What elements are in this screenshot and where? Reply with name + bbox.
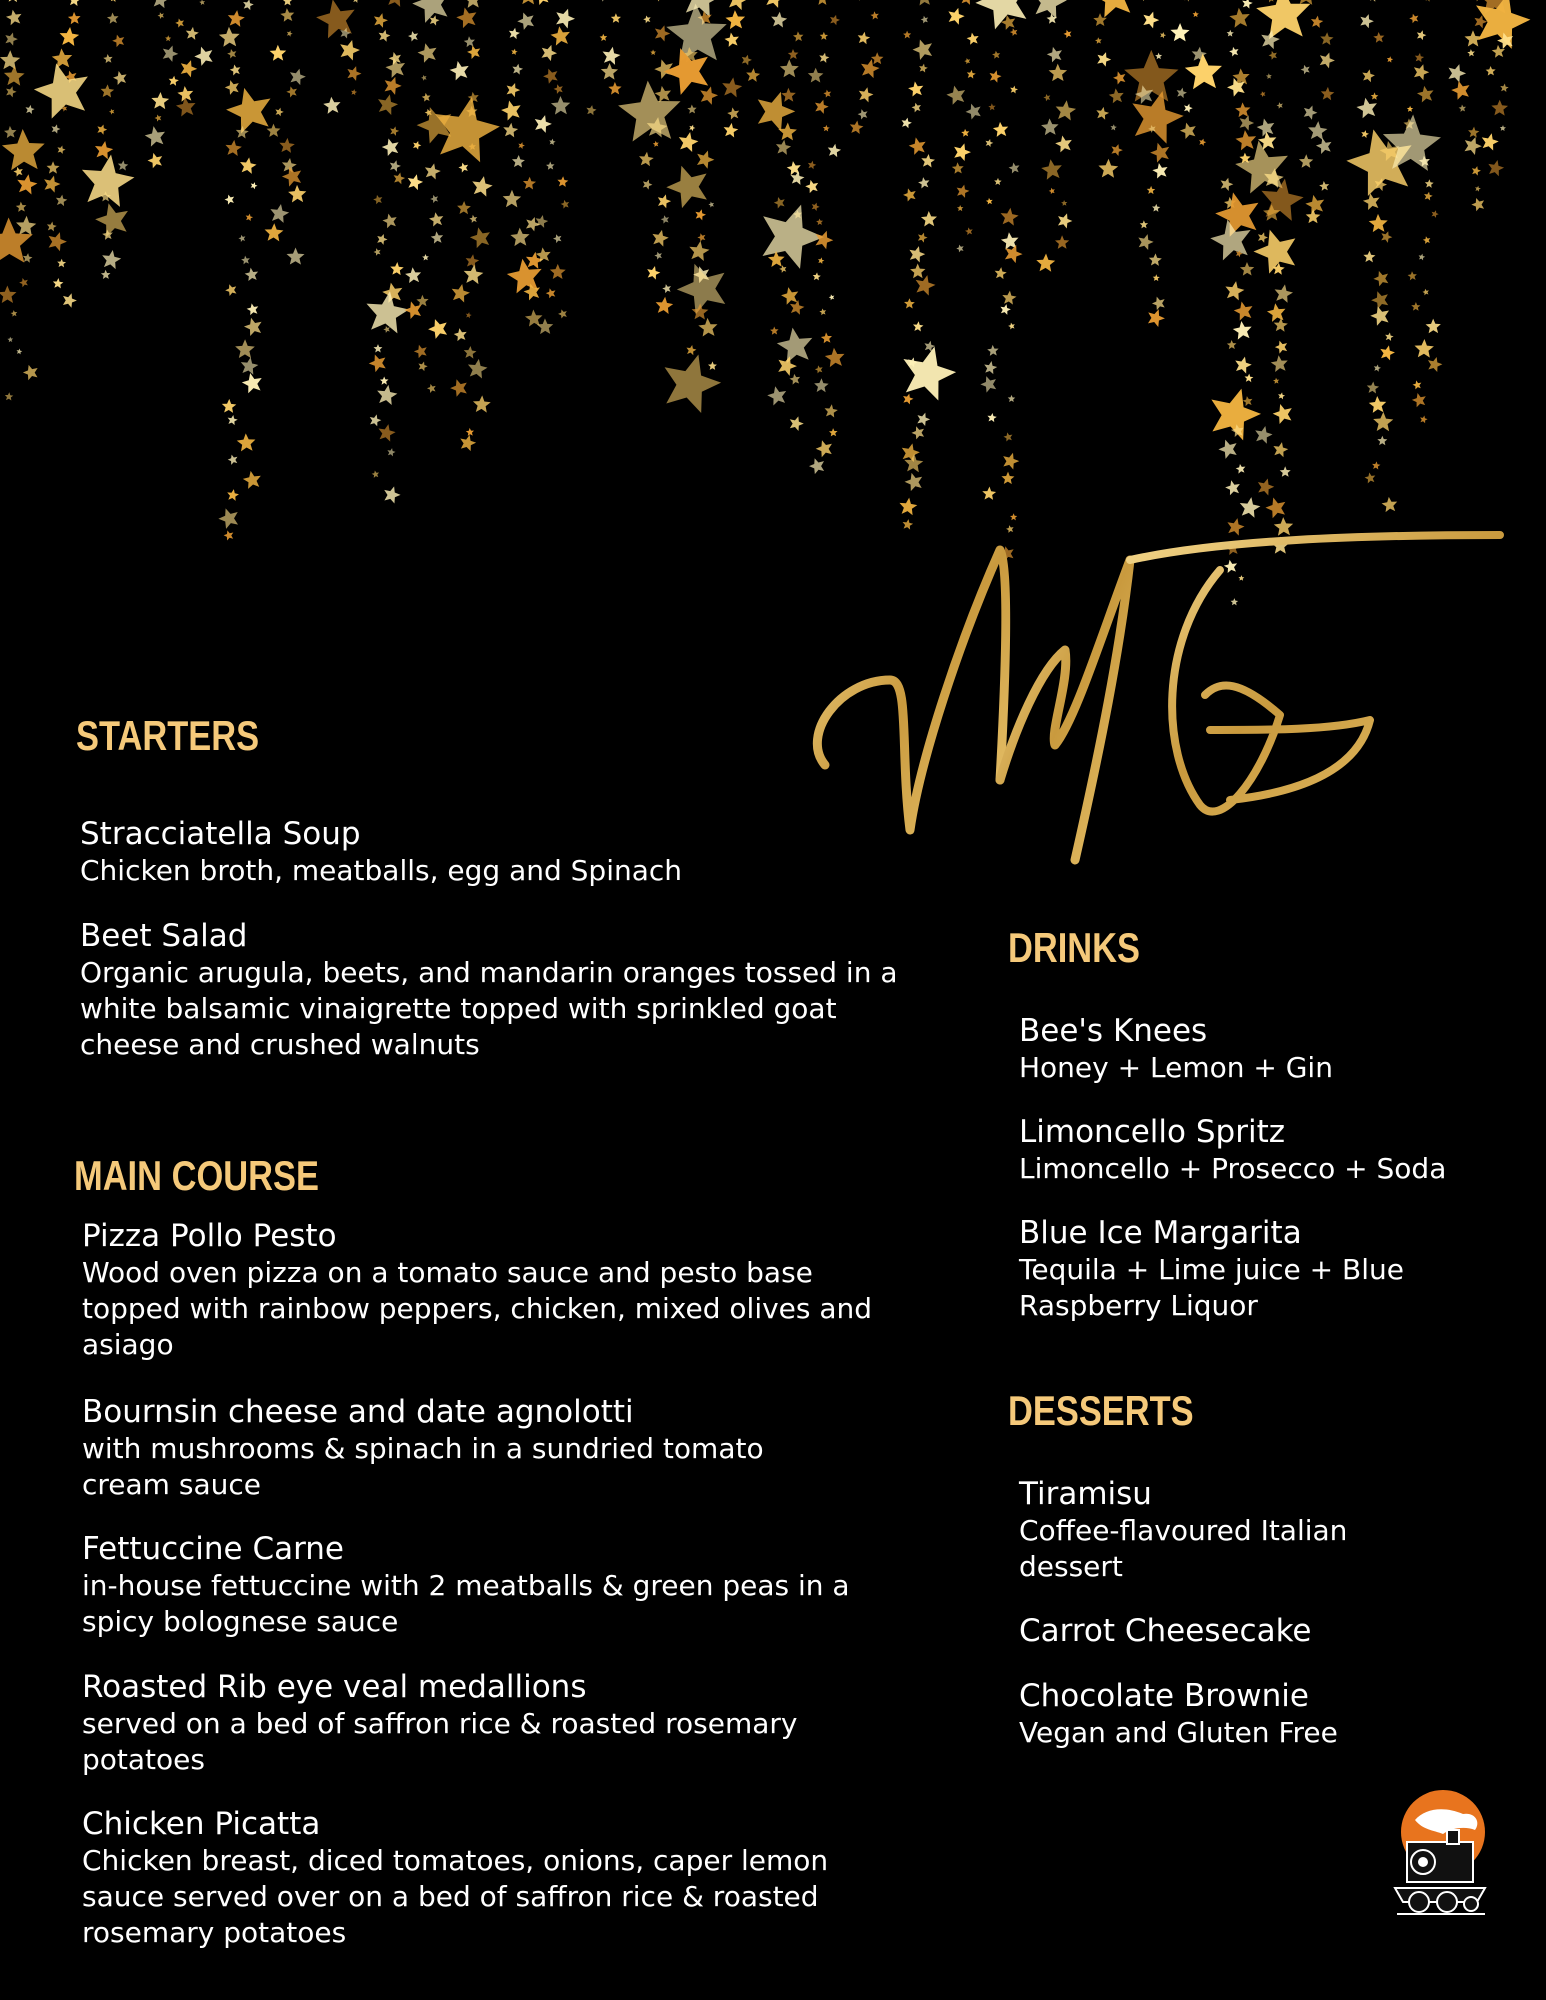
- item-description: served on a bed of saffron rice & roasted rosemary potatoes: [82, 1707, 798, 1776]
- menu-item: [82, 1806, 902, 1951]
- train-logo-icon: [1385, 1790, 1495, 1920]
- desserts-heading: DESSERTS: [1008, 1387, 1194, 1434]
- item-description: Honey + Lemon + Gin: [1019, 1051, 1333, 1084]
- item-name: Limoncello Spritz: [1019, 1114, 1285, 1150]
- menu-item: [80, 816, 682, 889]
- item-name: Pizza Pollo Pesto: [82, 1218, 337, 1254]
- item-name: Bournsin cheese and date agnolotti: [82, 1394, 634, 1430]
- item-description: Coffee-flavoured Italian dessert: [1019, 1514, 1348, 1583]
- item-name: Blue Ice Margarita: [1019, 1215, 1302, 1251]
- item-name: Chocolate Brownie: [1019, 1678, 1309, 1714]
- item-name: Beet Salad: [80, 918, 248, 954]
- item-description: Wood oven pizza on a tomato sauce and pesto base topped with rainbow peppers, chicken, mixed olives and asiago: [82, 1256, 873, 1361]
- menu-item: [82, 1531, 912, 1640]
- item-description: Chicken breast, diced tomatoes, onions, caper lemon sauce served over on a bed of saffron rice & roasted rosemary potatoes: [82, 1844, 829, 1949]
- menu-item: [80, 918, 900, 1063]
- menu-item: [82, 1394, 842, 1503]
- item-description: Vegan and Gluten Free: [1019, 1716, 1338, 1749]
- item-name: Roasted Rib eye veal medallions: [82, 1669, 587, 1705]
- item-description: Limoncello + Prosecco + Soda: [1019, 1152, 1447, 1185]
- item-name: Carrot Cheesecake: [1019, 1613, 1312, 1649]
- main-course-heading: MAIN COURSE: [74, 1152, 319, 1199]
- nye-script-title: [800, 530, 1546, 890]
- menu-item: [1019, 1476, 1439, 1585]
- menu-item: [1019, 1678, 1479, 1751]
- starters-heading: STARTERS: [76, 712, 260, 759]
- drinks-heading: DRINKS: [1008, 924, 1141, 971]
- item-description: in-house fettuccine with 2 meatballs & green peas in a spicy bolognese sauce: [82, 1569, 850, 1638]
- item-name: Fettuccine Carne: [82, 1531, 345, 1567]
- item-name: Chicken Picatta: [82, 1806, 321, 1842]
- item-name: Bee's Knees: [1019, 1013, 1208, 1049]
- menu-item: [82, 1218, 882, 1363]
- item-name: Tiramisu: [1019, 1476, 1152, 1512]
- menu-item: [1019, 1013, 1519, 1086]
- item-description: Chicken broth, meatballs, egg and Spinach: [80, 854, 683, 887]
- item-description: with mushrooms & spinach in a sundried tomato cream sauce: [82, 1432, 764, 1501]
- menu-item: [1019, 1613, 1479, 1650]
- menu-item: [82, 1669, 882, 1778]
- item-name: Stracciatella Soup: [80, 816, 361, 852]
- item-description: Organic arugula, beets, and mandarin oranges tossed in a white balsamic vinaigrette topped with sprinkled goat cheese and crushed walnuts: [80, 956, 898, 1061]
- menu-item: [1019, 1114, 1519, 1187]
- menu-item: [1019, 1215, 1459, 1324]
- item-description: Tequila + Lime juice + Blue Raspberry Liquor: [1019, 1253, 1404, 1322]
